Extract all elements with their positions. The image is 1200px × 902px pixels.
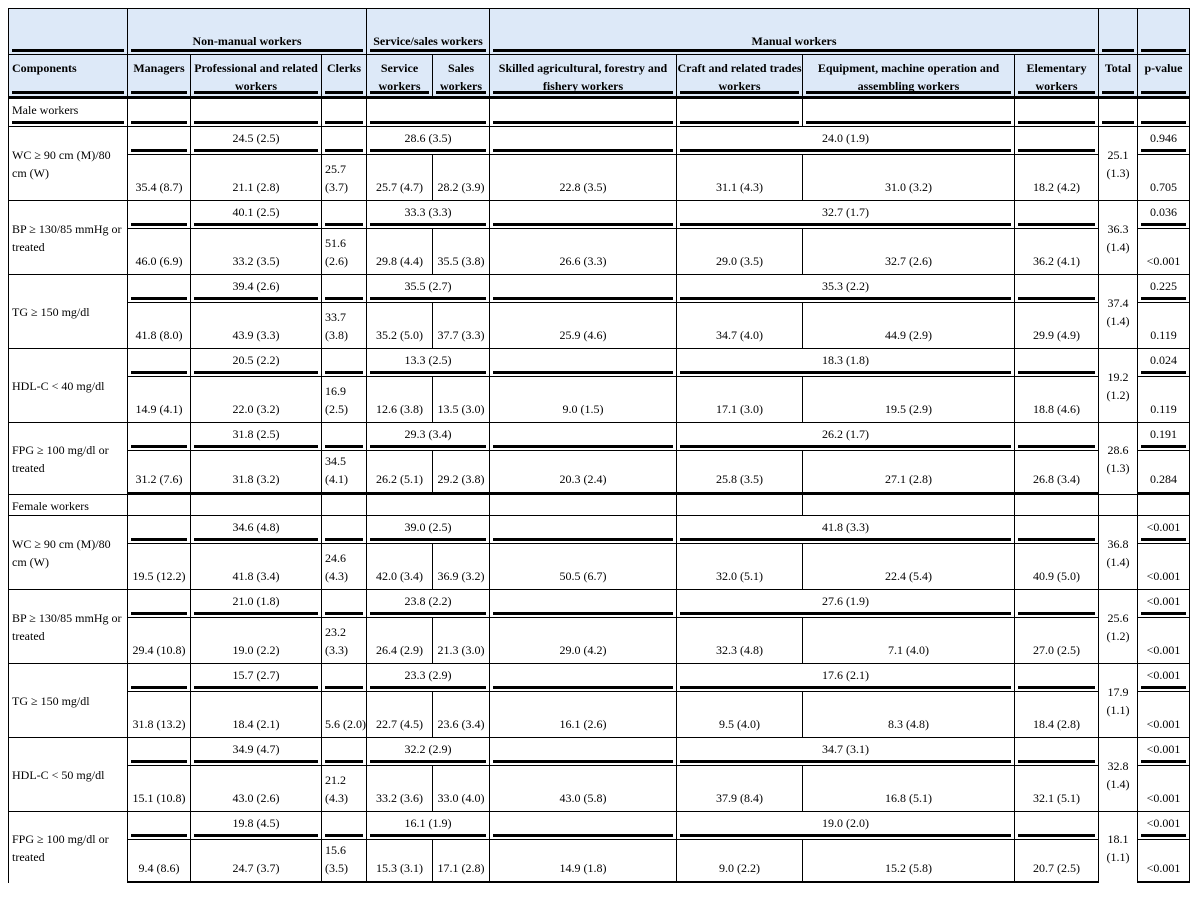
blank-cell [1014,200,1098,228]
value-craft: 37.9 (8.4) [676,765,802,811]
total-value: 37.4 (1.4) [1098,274,1137,348]
value-clerks: 34.5 (4.1) [321,450,366,494]
blank-cell [489,663,676,691]
blank-cell [127,348,190,376]
value-elementary: 32.1 (5.1) [1014,765,1098,811]
p-value-group: <0.001 [1137,663,1190,691]
total-value: 36.3 (1.4) [1098,200,1137,274]
blank-cell [321,200,366,228]
blank-cell [1014,98,1098,126]
blank-cell [1014,663,1098,691]
group-service-sales: 32.2 (2.9) [366,737,489,765]
section-label-male: Male workers [8,98,127,126]
value-managers: 29.4 (10.8) [127,617,190,663]
value-sales: 23.6 (3.4) [432,691,489,737]
value-equipment: 32.7 (2.6) [802,228,1014,274]
detail-row [8,450,1190,494]
blank-cell [1137,98,1190,126]
blank-cell [321,98,366,126]
col-equipment: Equipment, machine operation and assembling workers [802,54,1014,98]
blank-cell [321,589,366,617]
blank-cell [1014,422,1098,450]
blank-cell [321,126,366,154]
detail-row [8,154,1190,200]
value-craft: 29.0 (3.5) [676,228,802,274]
value-managers: 9.4 (8.6) [127,839,190,883]
value-skilled: 20.3 (2.4) [489,450,676,494]
blank-cell [127,663,190,691]
group-row [8,663,1190,691]
value-equipment: 8.3 (4.8) [802,691,1014,737]
blank-cell [489,811,676,839]
group-service-sales: 33.3 (3.3) [366,200,489,228]
p-value-detail: <0.001 [1137,765,1190,811]
section-label-female: Female workers [8,494,127,515]
value-craft: 32.0 (5.1) [676,543,802,589]
p-value-group: 0.036 [1137,200,1190,228]
value-service: 15.3 (3.1) [366,839,432,883]
detail-row [8,376,1190,422]
blank-cell [1098,98,1137,126]
blank-cell [489,494,676,515]
p-value-detail: <0.001 [1137,228,1190,274]
value-skilled: 25.9 (4.6) [489,302,676,348]
prevalence-table [8,8,1190,883]
group-manual: 27.6 (1.9) [676,589,1014,617]
p-value-group: <0.001 [1137,811,1190,839]
p-value-group: 0.191 [1137,422,1190,450]
total-value: 18.1 (1.1) [1098,811,1137,883]
blank-cell [489,737,676,765]
p-value-detail: 0.284 [1137,450,1190,494]
value-service: 22.7 (4.5) [366,691,432,737]
group-non-manual: 20.5 (2.2) [190,348,321,376]
blank-cell [127,494,190,515]
value-sales: 36.9 (3.2) [432,543,489,589]
group-row [8,274,1190,302]
blank-cell [127,515,190,543]
group-manual: 35.3 (2.2) [676,274,1014,302]
component-label: BP ≥ 130/85 mmHg or treated [8,200,127,274]
value-clerks: 23.2 (3.3) [321,617,366,663]
blank-cell [127,589,190,617]
blank-cell [1014,515,1098,543]
col-professional: Professional and related workers [190,54,321,98]
group-manual: 32.7 (1.7) [676,200,1014,228]
blank-cell [321,422,366,450]
value-sales: 33.0 (4.0) [432,765,489,811]
value-service: 33.2 (3.6) [366,765,432,811]
blank-cell [321,274,366,302]
header-service-sales: Service/sales workers [366,8,489,54]
header-blank-total [1098,8,1137,54]
group-non-manual: 34.6 (4.8) [190,515,321,543]
value-service: 12.6 (3.8) [366,376,432,422]
group-row [8,200,1190,228]
blank-cell [802,98,1014,126]
value-managers: 31.8 (13.2) [127,691,190,737]
value-skilled: 50.5 (6.7) [489,543,676,589]
blank-cell [489,589,676,617]
blank-cell [1014,126,1098,154]
blank-cell [366,98,489,126]
blank-cell [1098,494,1137,515]
col-pvalue: p-value [1137,54,1190,98]
value-managers: 31.2 (7.6) [127,450,190,494]
value-skilled: 14.9 (1.8) [489,839,676,883]
blank-cell [127,126,190,154]
p-value-group: 0.946 [1137,126,1190,154]
blank-cell [676,494,802,515]
col-clerks: Clerks [321,54,366,98]
value-clerks: 16.9 (2.5) [321,376,366,422]
group-non-manual: 21.0 (1.8) [190,589,321,617]
value-service: 42.0 (3.4) [366,543,432,589]
value-service: 26.4 (2.9) [366,617,432,663]
group-row [8,422,1190,450]
group-manual: 34.7 (3.1) [676,737,1014,765]
group-manual: 18.3 (1.8) [676,348,1014,376]
value-equipment: 19.5 (2.9) [802,376,1014,422]
value-professional: 33.2 (3.5) [190,228,321,274]
value-sales: 21.3 (3.0) [432,617,489,663]
value-craft: 32.3 (4.8) [676,617,802,663]
value-skilled: 22.8 (3.5) [489,154,676,200]
value-clerks: 21.2 (4.3) [321,765,366,811]
col-elementary: Elementary workers [1014,54,1098,98]
component-label: FPG ≥ 100 mg/dl or treated [8,811,127,883]
value-craft: 17.1 (3.0) [676,376,802,422]
blank-cell [489,515,676,543]
component-label: WC ≥ 90 cm (M)/80 cm (W) [8,126,127,200]
group-manual: 24.0 (1.9) [676,126,1014,154]
total-value: 25.1 (1.3) [1098,126,1137,200]
total-value: 36.8 (1.4) [1098,515,1137,589]
total-value: 25.6 (1.2) [1098,589,1137,663]
value-elementary: 40.9 (5.0) [1014,543,1098,589]
blank-cell [489,200,676,228]
blank-cell [127,811,190,839]
value-service: 35.2 (5.0) [366,302,432,348]
group-manual: 17.6 (2.1) [676,663,1014,691]
group-service-sales: 23.8 (2.2) [366,589,489,617]
component-label: TG ≥ 150 mg/dl [8,663,127,737]
header-group-row [8,8,1190,54]
value-elementary: 27.0 (2.5) [1014,617,1098,663]
value-equipment: 31.0 (3.2) [802,154,1014,200]
value-professional: 43.0 (2.6) [190,765,321,811]
detail-row [8,839,1190,883]
blank-cell [321,737,366,765]
value-clerks: 15.6 (3.5) [321,839,366,883]
total-value: 32.8 (1.4) [1098,737,1137,811]
component-label: HDL-C < 50 mg/dl [8,737,127,811]
group-service-sales: 39.0 (2.5) [366,515,489,543]
group-row [8,737,1190,765]
blank-cell [127,98,190,126]
group-service-sales: 28.6 (3.5) [366,126,489,154]
value-elementary: 26.8 (3.4) [1014,450,1098,494]
component-label: BP ≥ 130/85 mmHg or treated [8,589,127,663]
value-skilled: 16.1 (2.6) [489,691,676,737]
p-value-group: 0.024 [1137,348,1190,376]
value-professional: 31.8 (3.2) [190,450,321,494]
male-section [8,98,1190,494]
value-equipment: 27.1 (2.8) [802,450,1014,494]
value-elementary: 29.9 (4.9) [1014,302,1098,348]
p-value-detail: <0.001 [1137,617,1190,663]
group-row [8,126,1190,154]
total-value: 19.2 (1.2) [1098,348,1137,422]
value-elementary: 18.8 (4.6) [1014,376,1098,422]
p-value-detail: <0.001 [1137,839,1190,883]
p-value-detail: <0.001 [1137,543,1190,589]
header-manual: Manual workers [489,8,1098,54]
component-label: FPG ≥ 100 mg/dl or treated [8,422,127,494]
header-blank-p [1137,8,1190,54]
p-value-group: <0.001 [1137,589,1190,617]
header-blank [8,8,127,54]
blank-cell [321,348,366,376]
blank-cell [1014,811,1098,839]
col-craft: Craft and related trades workers [676,54,802,98]
p-value-detail: 0.705 [1137,154,1190,200]
blank-cell [489,126,676,154]
value-clerks: 33.7 (3.8) [321,302,366,348]
section-row [8,494,1190,515]
blank-cell [366,494,489,515]
p-value-group: <0.001 [1137,737,1190,765]
group-row [8,348,1190,376]
blank-cell [127,737,190,765]
detail-row [8,228,1190,274]
value-service: 29.8 (4.4) [366,228,432,274]
value-clerks: 51.6 (2.6) [321,228,366,274]
group-non-manual: 24.5 (2.5) [190,126,321,154]
blank-cell [676,98,802,126]
blank-cell [802,494,1014,515]
value-equipment: 22.4 (5.4) [802,543,1014,589]
group-non-manual: 15.7 (2.7) [190,663,321,691]
value-professional: 41.8 (3.4) [190,543,321,589]
value-elementary: 18.4 (2.8) [1014,691,1098,737]
group-row [8,589,1190,617]
p-value-detail: <0.001 [1137,691,1190,737]
value-managers: 15.1 (10.8) [127,765,190,811]
value-skilled: 43.0 (5.8) [489,765,676,811]
col-components: Components [8,54,127,98]
p-value-group: <0.001 [1137,515,1190,543]
group-non-manual: 31.8 (2.5) [190,422,321,450]
value-clerks: 24.6 (4.3) [321,543,366,589]
col-sales: Sales workers [432,54,489,98]
blank-cell [1137,494,1190,515]
value-clerks: 5.6 (2.0) [321,691,366,737]
p-value-group: 0.225 [1137,274,1190,302]
blank-cell [1014,348,1098,376]
group-non-manual: 34.9 (4.7) [190,737,321,765]
value-clerks: 25.7 (3.7) [321,154,366,200]
value-craft: 9.0 (2.2) [676,839,802,883]
value-managers: 46.0 (6.9) [127,228,190,274]
value-skilled: 9.0 (1.5) [489,376,676,422]
blank-cell [489,348,676,376]
group-non-manual: 39.4 (2.6) [190,274,321,302]
group-service-sales: 23.3 (2.9) [366,663,489,691]
group-manual: 26.2 (1.7) [676,422,1014,450]
blank-cell [1014,589,1098,617]
group-row [8,515,1190,543]
value-craft: 31.1 (4.3) [676,154,802,200]
blank-cell [127,200,190,228]
group-manual: 41.8 (3.3) [676,515,1014,543]
p-value-detail: 0.119 [1137,376,1190,422]
value-elementary: 20.7 (2.5) [1014,839,1098,883]
detail-row [8,543,1190,589]
group-service-sales: 16.1 (1.9) [366,811,489,839]
value-elementary: 18.2 (4.2) [1014,154,1098,200]
value-professional: 24.7 (3.7) [190,839,321,883]
value-professional: 18.4 (2.1) [190,691,321,737]
group-non-manual: 19.8 (4.5) [190,811,321,839]
blank-cell [1014,494,1098,515]
value-professional: 21.1 (2.8) [190,154,321,200]
blank-cell [321,811,366,839]
blank-cell [321,494,366,515]
value-managers: 41.8 (8.0) [127,302,190,348]
value-equipment: 7.1 (4.0) [802,617,1014,663]
blank-cell [321,663,366,691]
value-managers: 14.9 (4.1) [127,376,190,422]
header-non-manual: Non-manual workers [127,8,366,54]
blank-cell [127,422,190,450]
group-service-sales: 13.3 (2.5) [366,348,489,376]
group-row [8,811,1190,839]
detail-row [8,691,1190,737]
value-craft: 9.5 (4.0) [676,691,802,737]
value-elementary: 36.2 (4.1) [1014,228,1098,274]
blank-cell [489,274,676,302]
header-column-row [8,54,1190,98]
value-skilled: 29.0 (4.2) [489,617,676,663]
total-value: 28.6 (1.3) [1098,422,1137,494]
value-sales: 17.1 (2.8) [432,839,489,883]
blank-cell [1014,274,1098,302]
value-service: 25.7 (4.7) [366,154,432,200]
value-sales: 28.2 (3.9) [432,154,489,200]
detail-row [8,765,1190,811]
group-manual: 19.0 (2.0) [676,811,1014,839]
value-equipment: 15.2 (5.8) [802,839,1014,883]
component-label: TG ≥ 150 mg/dl [8,274,127,348]
group-service-sales: 29.3 (3.4) [366,422,489,450]
value-craft: 34.7 (4.0) [676,302,802,348]
total-value: 17.9 (1.1) [1098,663,1137,737]
blank-cell [127,274,190,302]
value-sales: 35.5 (3.8) [432,228,489,274]
value-managers: 35.4 (8.7) [127,154,190,200]
section-row [8,98,1190,126]
value-skilled: 26.6 (3.3) [489,228,676,274]
group-service-sales: 35.5 (2.7) [366,274,489,302]
value-managers: 19.5 (12.2) [127,543,190,589]
value-craft: 25.8 (3.5) [676,450,802,494]
value-sales: 29.2 (3.8) [432,450,489,494]
value-service: 26.2 (5.1) [366,450,432,494]
component-label: WC ≥ 90 cm (M)/80 cm (W) [8,515,127,589]
col-skilled: Skilled agricultural, forestry and fishery workers [489,54,676,98]
blank-cell [1014,737,1098,765]
col-total: Total [1098,54,1137,98]
value-equipment: 16.8 (5.1) [802,765,1014,811]
detail-row [8,617,1190,663]
value-professional: 22.0 (3.2) [190,376,321,422]
value-sales: 13.5 (3.0) [432,376,489,422]
value-sales: 37.7 (3.3) [432,302,489,348]
col-service: Service workers [366,54,432,98]
component-label: HDL-C < 40 mg/dl [8,348,127,422]
blank-cell [321,515,366,543]
value-equipment: 44.9 (2.9) [802,302,1014,348]
detail-row [8,302,1190,348]
value-professional: 19.0 (2.2) [190,617,321,663]
blank-cell [489,422,676,450]
female-section [8,494,1190,883]
blank-cell [190,98,321,126]
col-managers: Managers [127,54,190,98]
blank-cell [190,494,321,515]
blank-cell [489,98,676,126]
value-professional: 43.9 (3.3) [190,302,321,348]
group-non-manual: 40.1 (2.5) [190,200,321,228]
p-value-detail: 0.119 [1137,302,1190,348]
